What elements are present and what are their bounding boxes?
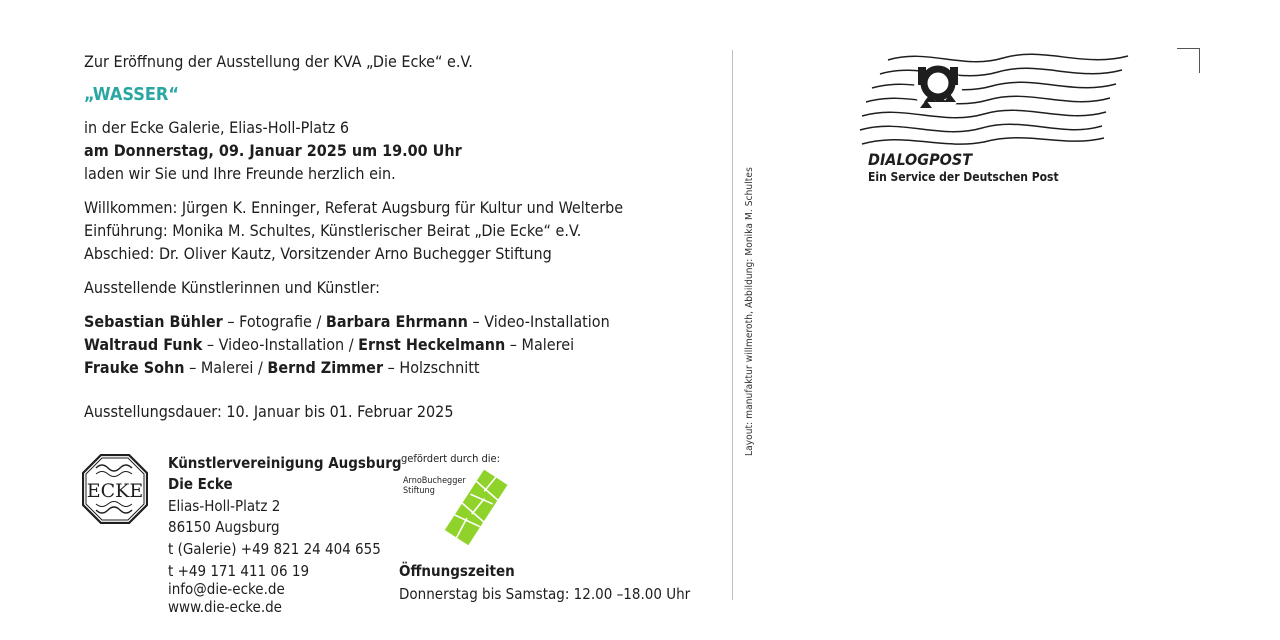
sponsor-logo-icon (442, 470, 512, 546)
contact-email[interactable]: info@die-ecke.de (168, 580, 285, 598)
contact-name: Die Ecke (168, 475, 233, 493)
artist-medium: – Video-Installation (467, 312, 610, 331)
opening-hours-title: Öffnungszeiten (399, 562, 515, 580)
exhibition-title: „WASSER“ (84, 84, 180, 105)
sponsor-name-line1: ArnoBuchegger (403, 476, 466, 486)
artist-medium: – Malerei (505, 335, 575, 354)
logo-lettering: ECKE (86, 480, 144, 502)
contact-phone-mobile: t +49 171 411 06 19 (168, 562, 310, 580)
contact-website[interactable]: www.die-ecke.de (168, 598, 282, 616)
artist-medium: – Video-Installation / (202, 335, 359, 354)
contact-organization: Künstlervereinigung Augsburg (168, 454, 402, 472)
invitation-intro: Zur Eröffnung der Ausstellung der KVA „Die Ecke“ e.V. (84, 52, 473, 71)
contact-city: 86150 Augsburg (168, 518, 280, 536)
sponsor-name-line2: Stiftung (403, 486, 435, 497)
artist-medium: – Holzschnitt (383, 358, 480, 377)
date-line: am Donnerstag, 09. Januar 2025 um 19.00 Uhr (84, 141, 462, 160)
artist-name: Ernst Heckelmann (358, 335, 506, 354)
program-farewell: Abschied: Dr. Oliver Kautz, Vorsitzender Arno Buchegger Stiftung (84, 244, 552, 263)
artists-heading: Ausstellende Künstlerinnen und Künstler: (84, 278, 380, 297)
artist-row-1 (84, 312, 610, 331)
artist-name: Bernd Zimmer (267, 358, 384, 377)
artist-row-3 (84, 358, 480, 377)
artist-name: Barbara Ehrmann (325, 312, 468, 331)
venue-line: in der Ecke Galerie, Elias-Holl-Platz 6 (84, 118, 349, 137)
artist-row-2 (84, 335, 574, 354)
crop-corner-mark (1177, 48, 1200, 73)
postage-service-line: Ein Service der Deutschen Post (868, 170, 1059, 184)
column-divider (732, 50, 733, 600)
layout-credit: Layout: manufaktur willmeroth, Abbildung: Monika M. Schultes (744, 167, 755, 456)
exhibition-duration: Ausstellungsdauer: 10. Januar bis 01. Februar 2025 (84, 402, 454, 421)
contact-street: Elias-Holl-Platz 2 (168, 497, 281, 515)
artist-name: Waltraud Funk (84, 335, 203, 354)
dialogpost-brand: DIALOGPOST (868, 150, 973, 169)
program-welcome: Willkommen: Jürgen K. Enninger, Referat Augsburg für Kultur und Welterbe (84, 198, 624, 217)
opening-hours-text: Donnerstag bis Samstag: 12.00 –18.00 Uhr (399, 585, 691, 603)
contact-phone-gallery: t (Galerie) +49 821 24 404 655 (168, 540, 381, 558)
artist-medium: – Malerei / (184, 358, 268, 377)
artist-medium: – Fotografie / (222, 312, 326, 331)
invite-line: laden wir Sie und Ihre Freunde herzlich ein. (84, 164, 396, 183)
die-ecke-logo-icon (82, 454, 148, 524)
sponsor-label: gefördert durch die: (401, 452, 500, 465)
deutsche-post-horn-icon (858, 50, 1133, 150)
program-introduction: Einführung: Monika M. Schultes, Künstlerischer Beirat „Die Ecke“ e.V. (84, 221, 582, 240)
artist-name: Sebastian Bühler (84, 312, 223, 331)
artist-name: Frauke Sohn (84, 358, 185, 377)
